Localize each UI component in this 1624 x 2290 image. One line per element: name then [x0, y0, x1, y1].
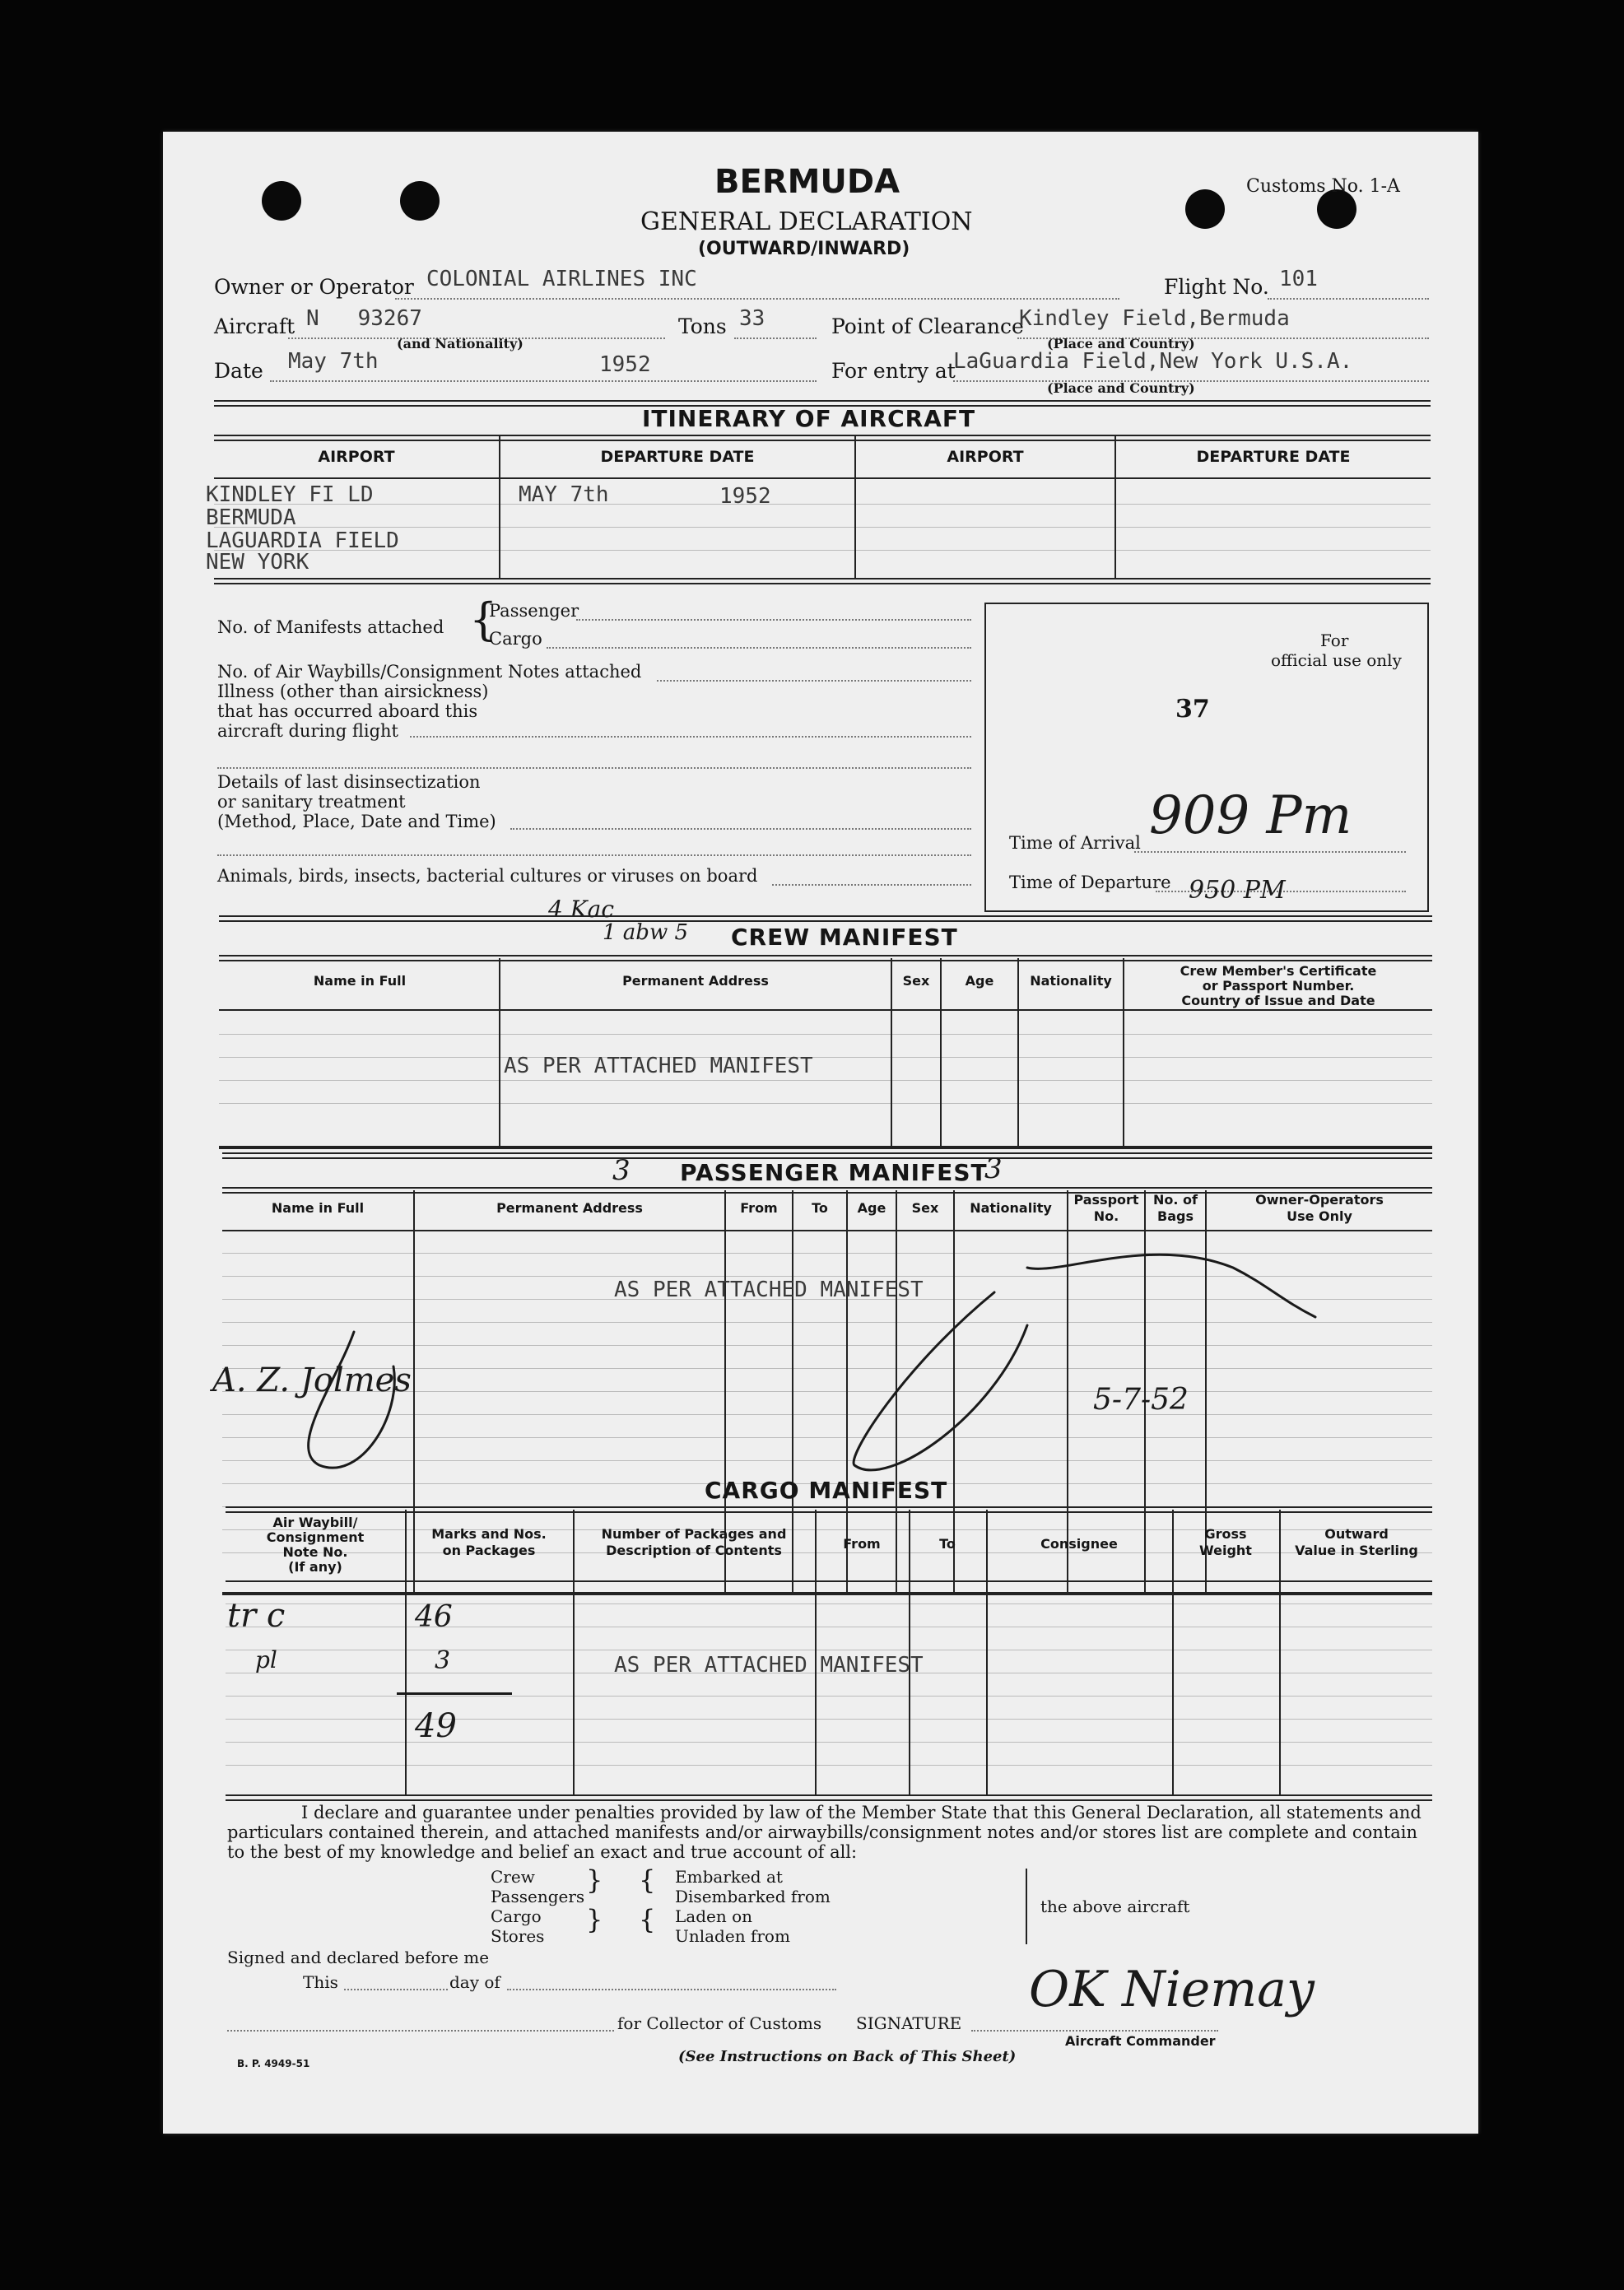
declaration-line-1: I declare and guarantee under penalties provided by law of the Member State that this General Declaration, all statements and: [301, 1803, 1422, 1822]
cargo-col-waybill-4: (If any): [288, 1559, 342, 1575]
date-label: Date: [214, 359, 263, 383]
arrival-value: 909 Pm: [1149, 785, 1352, 846]
nationality-note: (and Nationality): [397, 336, 523, 351]
passenger-handwritten-stamp: 5-7-52: [1093, 1383, 1189, 1417]
declaration-brace: } }: [586, 1864, 603, 1935]
passenger-col-owner-line-1: Owner-Operators: [1255, 1192, 1384, 1208]
cargo-handwritten-total: 49: [415, 1707, 457, 1745]
illness-line-2: that has occurred aboard this: [217, 701, 478, 721]
aircraft-label: Aircraft: [214, 314, 295, 338]
date-value: May 7th: [288, 349, 379, 374]
passenger-col-owner-line-2: Use Only: [1287, 1208, 1352, 1224]
crew-annotation-above: 4 Kac: [548, 896, 615, 923]
itinerary-col-departure-2: DEPARTURE DATE: [1196, 448, 1351, 466]
declaration-disembarked: Disembarked from: [675, 1887, 831, 1906]
official-number: 37: [1175, 695, 1210, 724]
owner-label: Owner or Operator: [214, 275, 414, 299]
collector-dots: [227, 2030, 614, 2032]
manifests-brace: {: [469, 593, 498, 645]
passenger-col-address: Permanent Address: [496, 1200, 643, 1216]
this-label: This: [303, 1972, 338, 1992]
place-country-note-1: (Place and Country): [1047, 336, 1195, 351]
crew-col-address: Permanent Address: [622, 973, 769, 989]
aircraft-value: N 93267: [306, 306, 422, 331]
passenger-col-nationality: Nationality: [970, 1200, 1052, 1216]
itinerary-title: ITINERARY OF AIRCRAFT: [642, 405, 976, 432]
cargo-divider: [573, 1510, 575, 1794]
cargo-handwritten-value-1: 46: [415, 1600, 453, 1634]
crew-body: AS PER ATTACHED MANIFEST: [504, 1054, 813, 1078]
official-use-line-1: For: [1320, 631, 1349, 650]
clearance-label: Point of Clearance: [831, 314, 1024, 338]
cargo-col-marks-2: on Packages: [442, 1543, 536, 1558]
passenger-col-sex: Sex: [911, 1200, 939, 1216]
declaration-embarked: Embarked at: [675, 1867, 783, 1887]
collector-label: for Collector of Customs: [617, 2013, 822, 2033]
crew-title: CREW MANIFEST: [731, 924, 958, 951]
cargo-handwritten-value-2: 3: [435, 1646, 451, 1675]
cargo-col-waybill-2: Consignment: [266, 1529, 365, 1545]
cargo-col-waybill-1: Air Waybill/: [272, 1515, 358, 1530]
cargo-col-marks-1: Marks and Nos.: [431, 1526, 547, 1542]
cargo-col-waybill-3: Note No.: [282, 1544, 348, 1560]
declaration-stores: Stores: [491, 1926, 545, 1946]
crew-annotation: 1 abw 5: [603, 920, 689, 945]
passenger-title: PASSENGER MANIFEST: [680, 1159, 988, 1186]
passenger-col-passport-line-2: No.: [1093, 1208, 1119, 1224]
commander-signature: OK Niemay: [1029, 1961, 1315, 2018]
itinerary-col-departure-1: DEPARTURE DATE: [600, 448, 755, 466]
declaration-cargo: Cargo: [491, 1906, 542, 1926]
declaration-passengers: Passengers: [491, 1887, 585, 1906]
crew-col-cert-line-3: Country of Issue and Date: [1181, 993, 1375, 1008]
cargo-divider: [909, 1510, 910, 1794]
cargo-title: CARGO MANIFEST: [705, 1477, 948, 1504]
place-country-note-2: (Place and Country): [1047, 380, 1195, 396]
passenger-col-passport-line-1: Passport: [1073, 1192, 1139, 1208]
cargo-divider: [815, 1510, 817, 1794]
passenger-col-name: Name in Full: [271, 1200, 365, 1216]
passenger-handwritten-initials: A. Z. Jolmes: [212, 1361, 412, 1399]
disinsect-line-2: or sanitary treatment: [217, 792, 406, 812]
cargo-handwritten-total-rule: [397, 1692, 512, 1695]
itinerary-col-airport-2: AIRPORT: [947, 448, 1024, 466]
cargo-col-value-2: Value in Sterling: [1295, 1543, 1418, 1558]
day-of-label: day of: [449, 1972, 500, 1992]
declaration-unladen: Unladen from: [675, 1926, 790, 1946]
crew-col-sex: Sex: [902, 973, 930, 989]
waybills-label: No. of Air Waybills/Consignment Notes attached: [217, 662, 642, 682]
itinerary-airport-line-4: NEW YORK: [206, 550, 309, 575]
cargo-bottom-rule: [226, 1794, 1432, 1801]
crew-col-nationality: Nationality: [1030, 973, 1112, 989]
passenger-count-right: 3: [984, 1152, 1003, 1185]
form-direction: (OUTWARD/INWARD): [698, 239, 910, 259]
form-subtitle: GENERAL DECLARATION: [640, 207, 973, 236]
itinerary-airport-line-3: LAGUARDIA FIELD: [206, 528, 399, 553]
cargo-col-to: To: [939, 1536, 956, 1552]
official-use-line-2: official use only: [1271, 650, 1402, 670]
declaration-crew: Crew: [491, 1867, 535, 1887]
disinsect-line-3: (Method, Place, Date and Time): [217, 812, 496, 831]
cargo-body: AS PER ATTACHED MANIFEST: [614, 1653, 924, 1678]
commander-label: Aircraft Commander: [1065, 2033, 1216, 2049]
itinerary-col-airport-1: AIRPORT: [318, 448, 395, 466]
cargo-col-gross-1: Gross: [1204, 1526, 1247, 1542]
passenger-count-left: 3: [612, 1154, 631, 1187]
illness-line-1: Illness (other than airsickness): [217, 682, 489, 701]
flight-value: 101: [1279, 267, 1318, 291]
cargo-divider: [1279, 1510, 1281, 1794]
owner-value: COLONIAL AIRLINES INC: [426, 267, 697, 291]
cargo-divider: [1172, 1510, 1174, 1794]
cargo-manifest-label: Cargo: [489, 629, 542, 649]
departure-label: Time of Departure: [1009, 873, 1171, 892]
itinerary-departure-year: 1952: [719, 484, 771, 509]
passenger-col-from: From: [740, 1200, 778, 1216]
crew-col-name: Name in Full: [313, 973, 407, 989]
tons-label: Tons: [678, 314, 727, 338]
day-of-dots: [507, 1989, 836, 1990]
year-value: 1952: [599, 352, 651, 377]
entry-value: LaGuardia Field,New York U.S.A.: [953, 349, 1353, 374]
passenger-col-to: To: [812, 1200, 828, 1216]
declaration-line-2: particulars contained therein, and attached manifests and/or airwaybills/consignment notes and/or stores list are complete and contain: [227, 1822, 1418, 1842]
declaration-laden: Laden on: [675, 1906, 753, 1926]
form-title: BERMUDA: [714, 163, 900, 201]
signature-label: SIGNATURE: [856, 2013, 962, 2033]
instructions-note: (See Instructions on Back of This Sheet): [678, 2048, 1017, 2065]
signature-dots: [971, 2030, 1218, 2032]
declaration-line-3: to the best of my knowledge and belief an exact and true account of all:: [227, 1842, 858, 1862]
form-code: B. P. 4949-51: [237, 2058, 310, 2069]
tons-value: 33: [739, 306, 765, 331]
flight-label: Flight No.: [1164, 275, 1269, 299]
cargo-handwritten-label-1: tr c: [227, 1597, 286, 1635]
declaration-divider: [1026, 1869, 1027, 1944]
animals-label: Animals, birds, insects, bacterial cultures or viruses on board: [217, 866, 758, 886]
entry-label: For entry at: [831, 359, 956, 383]
declaration-form-sheet: [163, 132, 1478, 2134]
cargo-col-packages-2: Description of Contents: [606, 1543, 782, 1558]
cargo-col-packages-1: Number of Packages and: [601, 1526, 787, 1542]
crew-col-cert-line-1: Crew Member's Certificate: [1180, 963, 1377, 979]
clearance-value: Kindley Field,Bermuda: [1019, 306, 1290, 331]
this-dots: [344, 1989, 448, 1990]
crew-col-age: Age: [965, 973, 994, 989]
passenger-body: AS PER ATTACHED MANIFEST: [614, 1278, 924, 1302]
declaration-above-aircraft: the above aircraft: [1040, 1897, 1190, 1916]
crew-col-cert-line-2: or Passport Number.: [1202, 978, 1355, 994]
cargo-col-from: From: [843, 1536, 881, 1552]
manifests-label: No. of Manifests attached: [217, 617, 444, 637]
form-number: Customs No. 1-A: [1246, 176, 1400, 197]
passenger-manifest-label: Passenger: [489, 601, 579, 621]
cargo-col-consignee: Consignee: [1040, 1536, 1118, 1552]
itinerary-airport-line-2: BERMUDA: [206, 505, 296, 530]
itinerary-departure-date: MAY 7th: [519, 482, 609, 507]
cargo-col-gross-2: Weight: [1199, 1543, 1252, 1558]
cargo-col-value-1: Outward: [1324, 1526, 1389, 1542]
passenger-col-bags-line-2: Bags: [1157, 1208, 1194, 1224]
cargo-handwritten-label-2: pl: [255, 1646, 277, 1673]
arrival-label: Time of Arrival: [1009, 833, 1141, 853]
illness-line-3: aircraft during flight: [217, 721, 398, 741]
cargo-divider: [405, 1510, 407, 1794]
disinsect-line-1: Details of last disinsectization: [217, 772, 481, 792]
declaration-brace: { {: [639, 1864, 656, 1935]
passenger-col-bags-line-1: No. of: [1153, 1192, 1198, 1208]
itinerary-airport-line-1: KINDLEY FI LD: [206, 482, 374, 507]
departure-value: 950 PM: [1189, 876, 1286, 905]
cargo-divider: [986, 1510, 988, 1794]
signed-before: Signed and declared before me: [227, 1948, 490, 1967]
passenger-col-age: Age: [857, 1200, 886, 1216]
